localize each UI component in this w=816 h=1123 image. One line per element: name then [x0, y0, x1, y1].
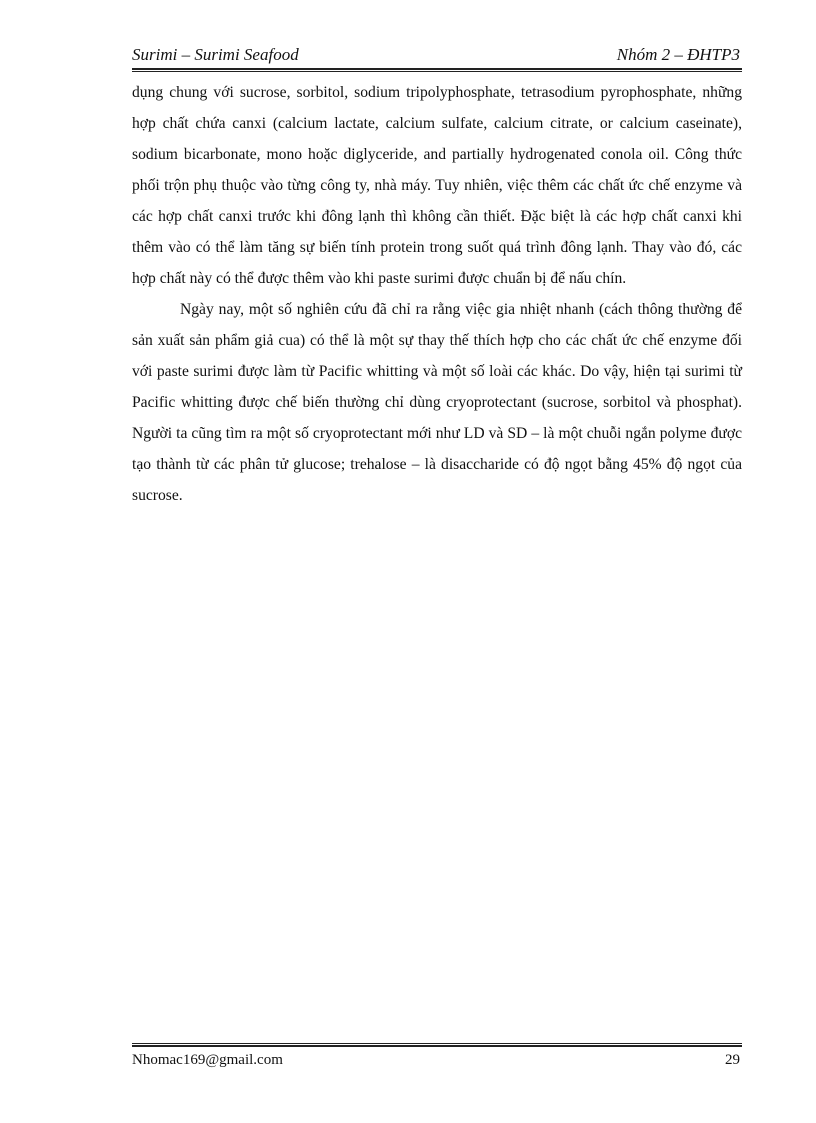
body-paragraph-1: dụng chung với sucrose, sorbitol, sodium tripolyphosphate, tetrasodium pyrophosphate, những hợp chất chứa canxi (calcium lactate, calcium sulfate, calcium citrate, or calcium caseinate), sodium bicarbonate, mono hoặc diglyceride, and partially hydrogenated conola oil. Công thức phối trộn phụ thuộc vào từng công ty, nhà máy. Tuy nhiên, việc thêm các chất ức chế enzyme và các hợp chất canxi trước khi đông lạnh thì không cần thiết. Đặc biệt là các hợp chất canxi khi thêm vào có thể làm tăng sự biến tính protein trong suốt quá trình đông lạnh. Thay vào đó, các hợp chất này có thể được thêm vào khi paste surimi được chuẩn bị để nấu chín.: [132, 84, 742, 287]
page-header: [132, 44, 740, 70]
header-document-title: Surimi – Surimi Seafood: [132, 45, 299, 64]
header-group-label: Nhóm 2 – ĐHTP3: [616, 45, 740, 64]
body-paragraph-2: Ngày nay, một số nghiên cứu đã chỉ ra rằng việc gia nhiệt nhanh (cách thông thường để sản xuất sản phẩm giả cua) có thể là một sự thay thế thích hợp cho các chất ức chế enzyme đối với paste surimi được làm từ Pacific whitting và một số loài các khác. Do vậy, hiện tại surimi từ Pacific whitting được chế biến thường chỉ dùng cryoprotectant (sucrose, sorbitol và phosphat). Người ta cũng tìm ra một số cryoprotectant mới như LD và SD – là một chuỗi ngắn polyme được tạo thành từ các phân tử glucose; trehalose – là disaccharide có độ ngọt bằng 45% độ ngọt của sucrose.: [132, 301, 742, 504]
footer-rule: [132, 1043, 742, 1047]
page-body: [132, 77, 742, 511]
header-rule: [132, 68, 742, 72]
footer-page-number: 29: [725, 1052, 740, 1068]
footer-email: Nhomac169@gmail.com: [132, 1052, 283, 1068]
